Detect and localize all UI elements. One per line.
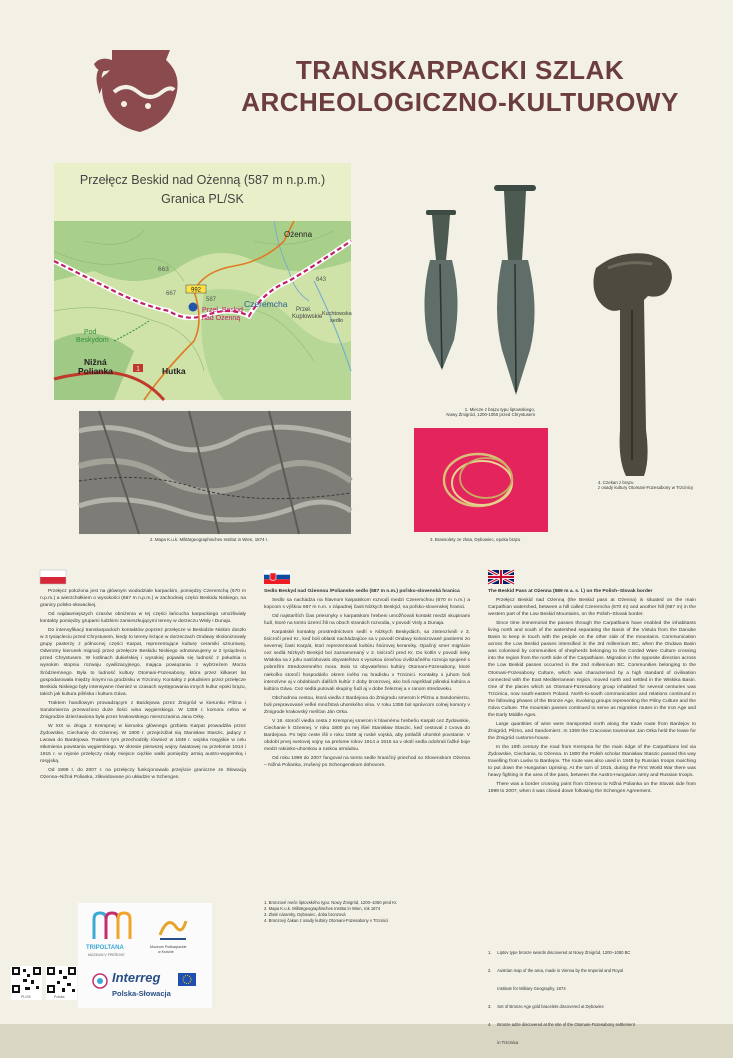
map-title-line-1: Przełęcz Beskid nad Ożenną (587 m n.p.m.) xyxy=(79,173,326,187)
english-paragraph: Large quantities of wine were transported north along the trade route from Bardejov to Żmigród, Pilzno, and Sandomierz. In 1359 the Cracovian townsman Jan Orka held the lease for the Żmigród customs-house. xyxy=(488,721,696,741)
map-road-1: 1 xyxy=(136,366,140,373)
eu-flag-icon xyxy=(178,973,196,986)
bracelets-caption: 3. Bransolety ze złota, Dębowiec, epoka brązu xyxy=(430,537,521,542)
map-label-hutka: Hutka xyxy=(162,366,186,376)
english-reference: 3. Set of Bronze Age gold bracelets discovered at Dębowiec xyxy=(488,1004,604,1009)
slovak-paragraph: Od roku 1999 do 2007 fungoval na tomto sedle hraničný priechod so Slovenskom Ożenna – Nižná Polianka, zrušený po Schengenskom dohovore. xyxy=(264,756,470,769)
uk-flag-icon xyxy=(488,570,514,584)
map-label-czeremcha: Czeremcha xyxy=(244,299,288,309)
qr-label-pl-sk: PL/SK xyxy=(21,995,31,999)
slovak-heading: Sedlo Beskyd nad Ożennou /Polianske sedlo (587 m n.m.) poľsko-slovenská hranica xyxy=(264,589,460,594)
slovak-paragraph: Obchodnou cestou, ktorá viedla z Bardejova do Żmigrodu smerom k Pilznu a Sandomierzu, boli prepravované veľké množstvá uhorského vína. V roku 1359 bol správcom colnej komory v Żmigrode krakovský mešťan Ján Orka. xyxy=(264,695,470,715)
map-label-przel: Przeł. xyxy=(296,307,312,313)
qr-code-pl-sk[interactable] xyxy=(11,966,42,1000)
map-label-ozenna: Ożenna xyxy=(284,230,313,239)
slovak-reference: 2. Mapa K.u.k. Militärgeographisches Institut in Wien, rok 1874 xyxy=(264,906,381,911)
title-line-2: ARCHEOLOGICZNO-KULTUROWY xyxy=(241,87,679,117)
bronze-swords-image xyxy=(404,180,564,400)
map-label-pod: Pod xyxy=(84,329,97,336)
slovak-reference: 4. Bronzový čakan z osady kultúry Otomani-Füzesabony v Trzcinici xyxy=(264,918,389,923)
title-line-1: TRANSKARPACKI SZLAK xyxy=(295,55,625,85)
bronze-axe-image xyxy=(588,250,676,478)
polish-flag-icon xyxy=(40,570,66,584)
gold-bracelets-image xyxy=(414,428,548,532)
qr-code-icon xyxy=(11,966,42,994)
slovak-paragraph: Od najstarších čias priesmyky v karpatskom hrebeni umožňovali kontakt medzi skupinami ľudí, ktoré na tomto území žili na oboch stranách rozvodia, v povodí Visly a Dunaja. xyxy=(264,614,470,627)
polish-paragraph: Od najdawniejszych czasów obniżenia w tej części łańcucha karpackiego umożliwiały kontakty pomiędzy grupami ludzkimi zamieszkującymi tereny w dorzeczu Wisły i Dunaju. xyxy=(40,612,246,625)
slovak-references xyxy=(264,900,470,924)
tripoltana-label: TRIPOLTANA xyxy=(86,945,124,951)
map-label-sedlo: sedło xyxy=(330,318,344,324)
polish-paragraph: Traktem handlowym prowadzącym z Bardejowa przez Żmigród w kierunku Pilzna i Sandomierza przewożono duże ilości wina węgierskiego. W 1359 r. komora celna w Żmigrodzie dzierżawiona była przez krakowskiego mieszczanina Jana Orkę. xyxy=(40,700,246,720)
map-title-line-2: Granica PL/SK xyxy=(161,192,244,206)
topographic-map xyxy=(54,221,351,400)
swords-caption-line-2: Nowy Żmigród, 1200-1050 przed Chrystusem xyxy=(446,412,535,418)
english-reference: Institute for Military Geography, 1874 xyxy=(488,986,566,991)
map-label-nizna: Nižná xyxy=(84,357,107,367)
english-heading: The Beskid Pass at Ożenna (589 m a. s. l.) on the Polish–Slovak border xyxy=(488,589,653,594)
jug-logo-icon xyxy=(88,46,188,136)
english-reference: 4. Bronze adze discovered at the site of the Otomani-Füzesabony settlement xyxy=(488,1022,635,1027)
english-paragraph: In the 19th century the road from Krempna for the main ridge of the Carpathians led via Żydowskie, Ciechania, to Ożenna. In 1800 the Polish scholar Stanisław Staszic passed this way travelling from Lwów to Bardejov. The route was also used in 1849 by Russian troops marching to put down the Hungarian Uprising. At the turn of 1915, during the First World War there was heavy fighting in the area of the pass, between the Austro-Hungarian army and Russian troops. xyxy=(488,744,696,779)
axe-caption-line-1: 4. Czekan z brązu xyxy=(598,480,634,485)
polish-paragraph: Do intensyfikacji transkarpackich kontaktów poprzez przełęcze w Beskidzie Niskim doszło w 3 tysiącleciu przed Chrystusem, kiedy to tereny leżące w dorzeczach Ondawy skolonizowały grupy pasterzy z północnej części Karpat, reprezentujące kulturę ceramiki sznurowej. Odwrotny kierunek migracji przez przełęcze Beskidu Niskiego odnotowujemy w 2 tysiącleciu przed Chrystusem. W kotlinach dukielskiej i wysokiej pojawiła się ludność z południa o wysokim stopniu rozwoju cywilizacyjnego, mająca powiązania z wybrzeżem Morza Śródziemnego. Była to ludność kultury Otomani-Füzesabony, która przez kilkaset lat gospodarowała między innymi na grodzisku w Trzcinicy. Kontakty z południem przez przełęcze Beskidu Niskiego były intensywne również w czasach występowania innych kultur epoki brązu, takich jak kultura pilińska i kultura Gáva. xyxy=(40,628,246,697)
polish-paragraph: W XIX w. droga z Krempnej w kierunku głównego grzbietu Karpat prowadziła przez Żydowskie, Ciechanię do Ożennej. W 1800 r. przejeżdżał nią Stanisław Staszic, jadący z Lwowa do Bardejowa. Traktem tym przechodziły również w 1849 r. wojska rosyjskie w celu stłumienia powstania węgierskiego. W okresie pierwszej wojny światowej na przełomie 1914 i 1915 r. w rejonie przełęczy miały miejsce ciężkie walki pomiędzy armią austro-węgierską i rosyjską. xyxy=(40,723,246,765)
slovak-reference: 1. Bronzové meče liptovského typu: Nowy Żmigród, 1200–1050 pred Kr. xyxy=(264,900,398,905)
tripoltana-logo-icon xyxy=(90,911,134,941)
page-title xyxy=(200,54,720,118)
english-paragraph: Przełęcz Beskid nad Ożenną (the Beskid pass at Ożenna) is situated on the main Carpathian watershed, between a hill called Czeremcha (670 m) and another hill (667 m) in the western part of the Low Beskid Mountains, on the Polish–Slovak border. xyxy=(488,598,696,618)
pass-map-panel xyxy=(54,163,351,400)
map-label-polianka: Polianka xyxy=(78,366,113,376)
swords-caption xyxy=(425,407,535,417)
muzeum-sublabel: w Krośnie xyxy=(158,950,174,954)
polish-text-column xyxy=(40,588,246,783)
english-paragraph: Since time immemorial the passes through the Carpathians have enabled the inhabitants living north and south of the watershed separating the Basin of the Vistula from the Danube Basin to keep in touch with the people on the other side of the mountains. Communication across the Low Beskid passes intensified in the 3rd millennium BC, when the Ondava Basin was colonised by communities of shepherds belonging to the Corded Ware Culture crossing into the region from the north side of the Carpathians. Migration in the opposite direction across the Low Beskid passes occurred in the 2nd millennium BC. Communities belonging to the Otomani-Füzesabony Culture, which was characterised by a high standard of civilisation connected with the East Mediterranean region, moved north and settled in the Wisłoka Basin. One of the places which an Otomani-Füzesabony group inhabited for several centuries was Trzcinica, now south-eastern Poland. North-to-south communication and relations continued in the following phases of the Bronze Age, involving groups representing the Piliny Culture and the Gáva Culture. The mountain passes continued to serve as migration routes in the Iron Age and the Early Middle Ages. xyxy=(488,621,696,718)
map-elev-587: 587 xyxy=(206,297,217,303)
map-label-kuchtowska: Kuchtowska xyxy=(322,311,352,317)
muzeum-logo-icon xyxy=(158,913,188,941)
qr-code-icon xyxy=(46,966,77,994)
interreg-sublabel: Polska-Słowacja xyxy=(112,989,171,998)
qr-code-polska[interactable] xyxy=(46,966,77,1000)
slovak-paragraph: Sedlo sa nachádza na hlavnom karpatskom rozvodí medzi Czeremchou (670 m n.m.) a kopcom s výškou 667 m n.m. v západnej časti Nízkych Beskýd, na poľsko-slovenskej hranici. xyxy=(264,598,470,611)
muzeum-label: Muzeum Podkarpackie xyxy=(150,945,187,949)
small-logo-icon xyxy=(92,973,108,989)
axe-caption xyxy=(598,480,708,490)
historic-map-caption: 2. Mapa K.u.k. Militärgeographisches Institut in Wien, 1874 r. xyxy=(150,537,269,542)
map-label-beskydom: Beskydom xyxy=(76,337,109,344)
qr-label-polska: Polska xyxy=(54,995,65,999)
slovak-flag-icon xyxy=(264,570,290,584)
partner-logos xyxy=(78,903,212,1008)
polish-paragraph: Od 1999 r. do 2007 r. na przełęczy funkcjonowało przejście graniczne ze Słowacją Ożenna–Nižná Polianka, zlikwidowane po układzie w Schengen. xyxy=(40,768,246,781)
map-elev-663: 663 xyxy=(158,266,169,273)
map-label-nad-ozenna: nad Ożenną xyxy=(202,315,241,322)
map-elev-667: 667 xyxy=(166,291,177,297)
map-label-kuplowskie: Kuplowskie xyxy=(292,314,323,320)
slovak-paragraph: Karpatské kontakty prostredníctvom sedlí v Nízkych Beskydách, sa zintenzívnili v 3. tisícročí pred Kr., keď boli oblasti nachádzajúce sa v povodí Ondavy kolonizované pastiermi zo severnej časti Karpát, ktorí reprezentovali kultúru šnúrovej keramiky. Opačný smer migrácie cez sedlá Nízkych Beskýd bol zaznamenaný v 2. tisícročí pred Kr. Do kotlín v povodí rieky Wisłoka sa z juhu nasťahovalo obyvateľstvo s vysokou úrovňou civilizačného rozvoja spojené s pobrežím Stredozemného mora. Bolo to obyvateľstvo kultúry Otomani-Füzesabony, ktoré niekoľko storočí hospodárilo okrem iného na hradisku v Trzcinici. Kontakty s juhom boli intenzívne aj v obdobiach ďalších kultúr z doby bronzovej, ako boli napríklad pilinská kultúra a kultúra Gáva. Cez sedlá putovali skupiny ľudí aj v dobe železnej a v ranom stredoveku. xyxy=(264,630,470,692)
map-label-przel-beskid: Przeł. Beskid xyxy=(202,307,243,314)
english-reference: 1. Liptov type bronze swords discovered at Nowy Żmigród, 1200–1050 BC xyxy=(488,950,631,955)
english-text-column xyxy=(488,588,696,797)
map-elev-643: 643 xyxy=(316,277,327,283)
swords-caption-line-1: 1. Miecze z brązu typu liptowskiego, xyxy=(464,407,535,412)
historic-map-image xyxy=(79,411,351,534)
map-title xyxy=(54,171,351,209)
axe-caption-line-2: z osady kultury Otomani-Füzesabony w Trzcinicy xyxy=(598,485,694,491)
slovak-text-column xyxy=(264,588,470,771)
map-road-992: 992 xyxy=(190,287,202,294)
english-references xyxy=(488,938,696,1058)
interreg-label: Interreg xyxy=(112,970,161,985)
slovak-reference: 3. Zlaté náramky, Dębowiec, doba bronzová xyxy=(264,912,346,917)
tripoltana-sublabel: MÚZEUM V PREŠOVE xyxy=(88,953,125,957)
english-paragraph: There was a border crossing point from Ożenna to Nižná Polianka on the Slovak side from 1999 to 2007, when it was closed down following the Schengen Agreement. xyxy=(488,782,696,795)
slovak-paragraph: V 19. storočí viedla cesta z Krempnej smerom k hlavnému hrebeňu Karpát cez Żydowskie, Ciechanie k Ożennej. V roku 1800 po nej išiel Stanisław Staszic, keď cestoval z Ľvova do Bardejova. Po tejto ceste išli v roku 1849 aj ruské vojská, aby potlačili uhorské povstanie. V období prvej svetovej vojny na prelome rokov 1914 a 1915 sa v okolí sedla odohrali ťažké boje medzi rakúsko-uhorskou a ruskou armádou. xyxy=(264,718,470,752)
polish-paragraph: Przełęcz położona jest na głównym wododziale karpackim, pomiędzy Czeremchą (670 m n.p.m.) a wierzchołkiem o wysokości (667 m n.p.m.) w zachodniej części Beskidu Niskiego, na granicy polsko-słowackiej. xyxy=(40,589,246,609)
english-reference: 2. Austrian map of the area, made in Vienna by the Imperial and Royal xyxy=(488,968,623,973)
english-reference: in Trzcinica xyxy=(488,1040,519,1045)
